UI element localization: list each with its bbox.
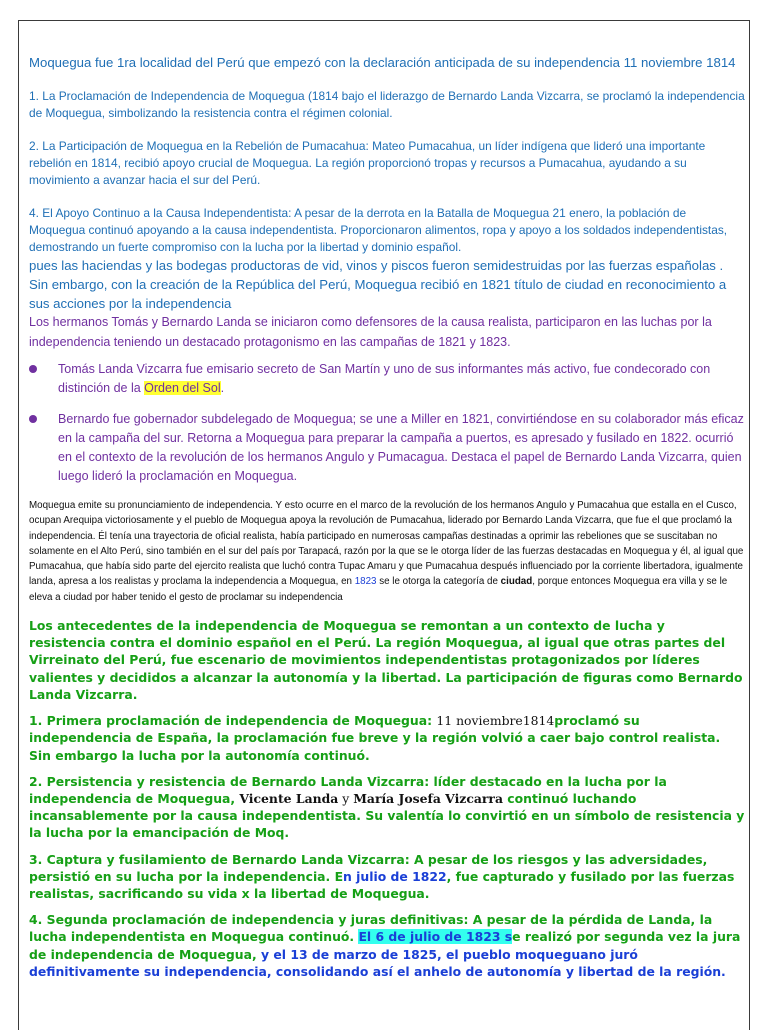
item-apoyo-continuo: 4. El Apoyo Continuo a la Causa Independentista: A pesar de la derrota en la Batalla de Moquegua 21 enero, la población de Moquegua continuó apoyando a la causa independentista. Proporcionaron alimentos, ropa y apoyo a los soldados independentistas, demostrando un fuerte compromiso con la lucha por la libertad y dominio español. (29, 206, 728, 254)
date-julio-1822: n julio de 1822 (343, 868, 447, 884)
marzo-1825-text: y el 13 de marzo de 1825, el pueblo moqueguano juró definitivamente su independencia, consolidando así el anhelo de autonomía y libertad de la región. (29, 946, 726, 979)
hermanos-paragraph: Los hermanos Tomás y Bernardo Landa se iniciaron como defensores de la causa realista, participaron en las luchas por la independencia teniendo un destacado protagonismo en las campañas de 1821 y 1823. (29, 315, 712, 349)
date-1814: 11 noviembre1814 (436, 713, 555, 729)
bullet-dot-icon (29, 415, 37, 423)
bullet-tomas (29, 360, 745, 398)
green-item-4-heading: 4. Segunda proclamación de independencia y juras definitivas: A pesar de la pérdida de Landa, la lucha independentista en Moquegua continuó. (29, 912, 713, 945)
item-proclamacion: 1. La Proclamación de Independencia de Moquegua (1814 bajo el liderazgo de Bernardo Landa Vizcarra, se proclamó la independencia de Moquegua, simbolizando la resistencia contra el régimen colonial. (29, 89, 745, 120)
ciudad-bold: ciudad (500, 576, 533, 588)
pronunciamiento-text: Moquegua emite su pronunciamiento de independencia. Y esto ocurre en el marco de la revolución de los hermanos Angulo y Pumacahua que estalla en el Cusco, ocupan Arequipa victoriosamente y el pueblo de Moquegua apoya la revolución de Pumacahua, liderado por Bernardo Landa Vizcarra, que fue el que proclamó la independencia. Él tenía una trayectoria de oficial realista, había participado en numerosas campañas destinadas a oprimir las rebeliones que se suscitaban no solamente en el Alto Perú, sino también en el sur del país por Tarapacá, razón por la que se le otorga líder de las fuerzas destacadas en Moquegua y él, al igual que Pumacahua, que había sido parte del ejercito realista que luchó contra Tupac Amaru y que Pumacahua después influenciado por la corriente libertadora, igualmente landa, apresa a los realistas y proclama la independencia a Moquegua, en (29, 500, 744, 588)
tomas-text: Tomás Landa Vizcarra fue emisario secreto de San Martín y uno de sus informantes más activo, fue condecorado con distinción de la (58, 362, 711, 395)
intro-paragraph: Moquegua fue 1ra localidad del Perú que empezó con la declaración anticipada de su independencia 11 noviembre 1814 (29, 55, 736, 70)
landa-bullet-list (29, 360, 745, 486)
document-content (29, 53, 745, 980)
green-item-4 (29, 911, 745, 980)
date-julio-1823-highlight: El 6 de julio de 1823 s (358, 929, 513, 945)
pronunciamiento-paragraph (29, 498, 745, 605)
tomas-end: . (220, 381, 225, 395)
item-pumacahua: 2. La Participación de Moquegua en la Rebelión de Pumacahua: Mateo Pumacahua, un líder indígena que lideró una importante rebelión en 1814, recibió apoyo crucial de Moquegua. La región proporcionó tropas y recursos a Pumacahua, ayudando a su movimiento a avanzar hacia el sur del Perú. (29, 139, 706, 187)
green-item-3 (29, 851, 745, 903)
pronunciamiento-text-3: , porque entonces Moquegua era villa y se le eleva a ciudad por haber tenido el gesto de proclamar su independencia (29, 576, 728, 603)
green-item-1-heading: 1. Primera proclamación de independencia de Moquegua: (29, 713, 437, 729)
document-page (18, 20, 750, 1030)
green-item-2-heading: 2. Persistencia y resistencia de Bernardo Landa Vizcarra: líder destacado en la lucha por la independencia de Moquegua, (29, 773, 667, 806)
green-item-1 (29, 712, 745, 764)
green-item-1-text: proclamó su independencia de España, la proclamación fue breve y la región volvió a caer bajo control realista. Sin embargo la lucha por la autonomía continuó. (29, 713, 721, 763)
antecedentes-paragraph: Los antecedentes de la independencia de Moquegua se remontan a un contexto de lucha y resistencia contra el dominio español en el Perú. La región Moquegua, al igual que otras partes del Virreinato del Perú, fue escenario de movimientos independentistas protagonizados por líderes valientes y decididos a alcanzar la autonomía y la libertad. La participación de figuras como Bernardo Landa Vizcarra. (29, 618, 743, 702)
vicente-landa: Vicente Landa (239, 790, 339, 806)
bullet-dot-icon (29, 365, 37, 373)
green-item-3-heading: 3. Captura y fusilamiento de Bernardo Landa Vizcarra: A pesar de los riesgos y las adversidades, persistió en su lucha por la independencia. E (29, 851, 708, 884)
haciendas-paragraph: pues las haciendas y las bodegas productoras de vid, vinos y piscos fueron semidestruidas por las fuerzas españolas . Sin embargo, con la creación de la República del Perú, Moquegua recibió en 1821 título de ciudad en reconocimiento a sus acciones por la independencia (29, 258, 727, 311)
bernardo-text: Bernardo fue gobernador subdelegado de Moquegua; se une a Miller en 1821, convirtiéndose en su colaborador más eficaz en la campaña del sur. Retorna a Moquegua para preparar la campaña a puertos, es apresado y fusilado en 1822. ocurrió en el contexto de la revolución de los hermanos Angulo y Pumacagua. Destaca el papel de Bernardo Landa Vizcarra, quien luego lideró la proclamación en Moquegua. (58, 412, 744, 483)
conjunction-y: y (338, 790, 354, 806)
year-1823: 1823 (354, 576, 377, 588)
pronunciamiento-text-2: se le otorga la categoría de (376, 576, 501, 588)
green-item-2-text: continuó luchando incansablemente por la causa independentista. Su valentía lo convirtió en un símbolo de resistencia y la lucha por la emancipación de Moq. (29, 790, 745, 841)
bullet-bernardo (29, 410, 745, 486)
green-item-3-text: , fue capturado y fusilado por las fuerzas realistas, sacrificando su vida x la libertad de Moquegua. (29, 868, 735, 901)
orden-del-sol-highlight: Orden del Sol (144, 381, 221, 395)
green-item-2 (29, 773, 745, 842)
maria-josefa-vizcarra: María Josefa Vizcarra (353, 790, 503, 806)
green-item-4-text: e realizó por segunda vez la jura de independencia de Moquegua, (29, 929, 741, 962)
